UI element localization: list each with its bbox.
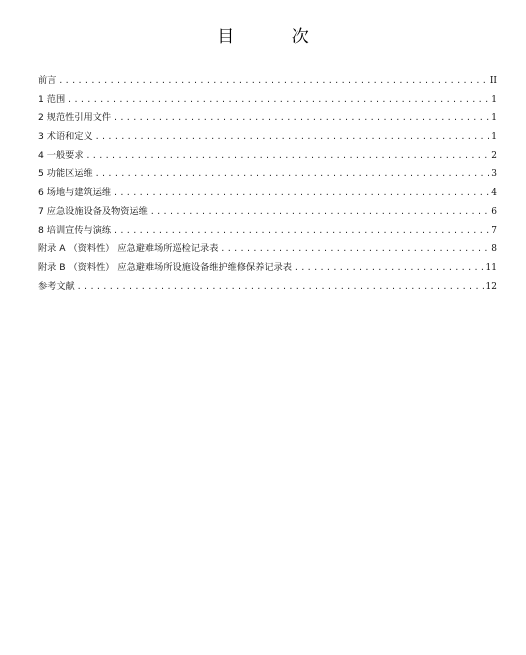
toc-page-number: 8 — [491, 244, 497, 255]
toc-page-number: 1 — [491, 94, 497, 105]
toc-dot-leader — [113, 184, 489, 203]
toc-page-number: II — [489, 76, 497, 86]
toc-entry-site-building-operation[interactable] — [38, 184, 497, 203]
toc-entry-general-requirements[interactable] — [38, 147, 497, 166]
toc-page-number: 2 — [491, 150, 497, 161]
toc-dot-leader — [86, 147, 490, 166]
page-title: 目 次 — [217, 27, 335, 47]
toc-page-number: 6 — [491, 206, 497, 217]
toc-page-number: 12 — [485, 281, 497, 292]
toc-entry-label: 3 术语和定义 — [38, 131, 93, 143]
toc-entry-foreword[interactable] — [38, 72, 497, 91]
toc-entry-label: 参考文献 — [38, 280, 75, 292]
table-of-contents — [38, 72, 497, 296]
toc-entry-scope[interactable] — [38, 91, 497, 110]
toc-page-number: 11 — [485, 262, 497, 273]
toc-entry-functional-area-operation[interactable] — [38, 165, 497, 184]
toc-entry-training-drills[interactable] — [38, 222, 497, 241]
toc-entry-label: 附录 B （资料性） 应急避难场所设施设备维护维修保养记录表 — [38, 261, 292, 273]
toc-entry-label: 8 培训宣传与演练 — [38, 224, 112, 236]
toc-dot-leader — [58, 72, 488, 91]
toc-dot-leader — [220, 240, 489, 259]
toc-entry-bibliography[interactable] — [38, 278, 497, 297]
toc-entry-emergency-facilities-operation[interactable] — [38, 203, 497, 222]
toc-entry-appendix-b[interactable] — [38, 259, 497, 278]
toc-dot-leader — [150, 203, 489, 222]
toc-dot-leader — [113, 109, 489, 128]
toc-page-number: 7 — [491, 225, 497, 236]
toc-entry-normative-references[interactable] — [38, 109, 497, 128]
toc-page-number: 4 — [491, 188, 497, 199]
toc-dot-leader — [113, 222, 489, 241]
toc-entry-label: 5 功能区运维 — [38, 168, 93, 180]
toc-page-number: 1 — [491, 132, 497, 143]
toc-dot-leader — [95, 165, 490, 184]
toc-entry-appendix-a[interactable] — [38, 240, 497, 259]
toc-dot-leader — [77, 278, 484, 297]
toc-dot-leader — [95, 128, 490, 147]
toc-entry-label: 7 应急设施设备及物资运维 — [38, 205, 148, 217]
toc-entry-terms-definitions[interactable] — [38, 128, 497, 147]
toc-page-number: 1 — [491, 113, 497, 124]
toc-entry-label: 1 范围 — [38, 93, 66, 105]
toc-dot-leader — [294, 259, 484, 278]
toc-entry-label: 4 一般要求 — [38, 149, 84, 161]
toc-dot-leader — [67, 91, 489, 110]
toc-entry-label: 2 规范性引用文件 — [38, 112, 112, 124]
toc-entry-label: 附录 A （资料性） 应急避难场所巡检记录表 — [38, 243, 219, 255]
toc-page-number: 3 — [491, 169, 497, 180]
toc-entry-label: 前言 — [38, 75, 57, 86]
toc-entry-label: 6 场地与建筑运维 — [38, 187, 112, 199]
